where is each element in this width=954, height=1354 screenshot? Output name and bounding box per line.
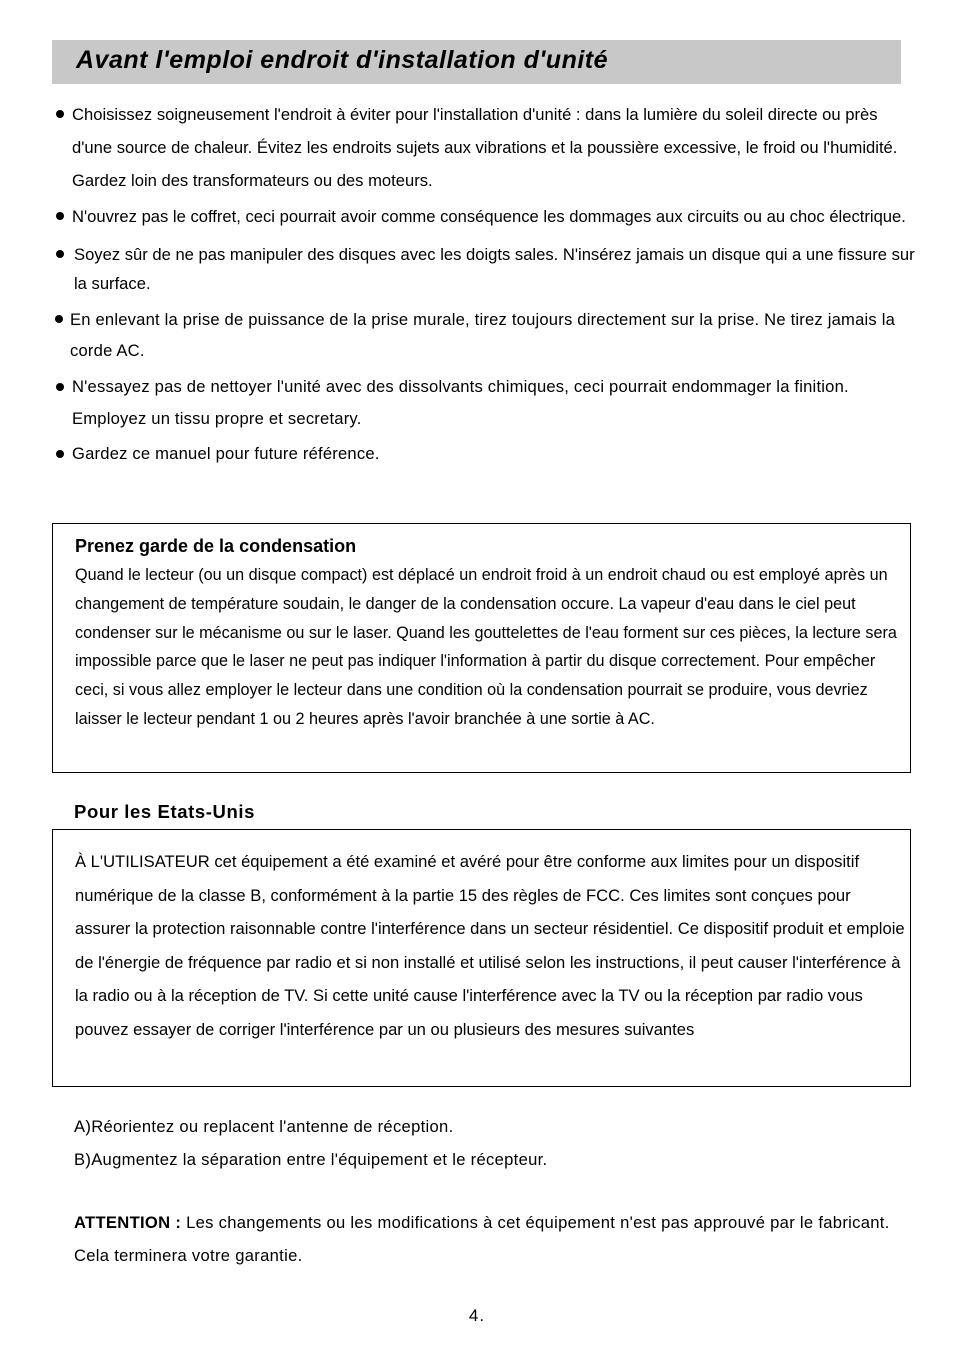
- bullet-icon: [56, 110, 64, 118]
- precaution-text: Gardez ce manuel pour future référence.: [72, 444, 380, 463]
- fcc-box: [52, 829, 911, 1087]
- precaution-text: Soyez sûr de ne pas manipuler des disques avec les doigts sales. N'insérez jamais un disque qui a une fissure sur la surface.: [74, 245, 915, 293]
- bullet-icon: [56, 250, 64, 258]
- condensation-box: [52, 523, 911, 773]
- condensation-heading: Prenez garde de la condensation: [75, 536, 357, 556]
- list-item: [52, 240, 917, 298]
- attention-note: [74, 1206, 924, 1272]
- list-item: [52, 98, 917, 197]
- list-item: A)Réorientez ou replacent l'antenne de réception.: [74, 1117, 454, 1136]
- precaution-text: Choisissez soigneusement l'endroit à éviter pour l'installation d'unité : dans la lumière du soleil directe ou près d'une source de chaleur. Évitez les endroits sujets aux vibrations et la poussière excessive, le froid ou l'humidité. Gardez loin des transformateurs ou des moteurs.: [72, 105, 898, 190]
- page-title: Avant l'emploi endroit d'installation d'unité: [76, 46, 609, 74]
- bullet-icon: [56, 450, 64, 458]
- bullet-icon: [56, 383, 64, 391]
- measures-list: [74, 1110, 547, 1176]
- condensation-body: Quand le lecteur (ou un disque compact) est déplacé un endroit froid à un endroit chaud ou est employé après un changement de température soudain, le danger de la condensation occure. La vapeur d'eau dans le ciel peut condenser sur le mécanisme ou sur le laser. Quand les gouttelettes de l'eau forment sur ces pièces, la lecture sera impossible parce que le laser ne peut pas indiquer l'information à partir du disque correctement. Pour empêcher ceci, si vous allez employer le lecteur dans une condition où la condensation pourrait se produire, vous devriez laisser le lecteur pendant 1 ou 2 heures après l'avoir branchée à une sortie à AC.: [75, 566, 897, 728]
- precaution-text: En enlevant la prise de puissance de la prise murale, tirez toujours directement sur la prise. Ne tirez jamais la corde AC.: [70, 310, 896, 360]
- list-item: [52, 202, 917, 231]
- list-item: [52, 371, 917, 435]
- precaution-text: N'essayez pas de nettoyer l'unité avec des dissolvants chimiques, ceci pourrait endommager la finition. Employez un tissu propre et secretary.: [72, 377, 849, 428]
- list-item: [52, 438, 917, 470]
- list-item: [52, 304, 917, 366]
- title-bar: [52, 40, 901, 84]
- attention-label: ATTENTION :: [74, 1213, 182, 1232]
- usa-heading: Pour les Etats-Unis: [74, 801, 256, 822]
- fcc-body: À L'UTILISATEUR cet équipement a été examiné et avéré pour être conforme aux limites pour un dispositif numérique de la classe B, conformément à la partie 15 des règles de FCC. Ces limites sont conçues pour assurer la protection raisonnable contre l'interférence dans un secteur résidentiel. Ce dispositif produit et emploie de l'énergie de fréquence par radio et si non installé et utilisé selon les instructions, il peut causer l'interférence à la radio ou à la réception de TV. Si cette unité cause l'interférence avec la TV ou la réception par radio vous pouvez essayer de corriger l'interférence par un ou plusieurs des mesures suivantes: [75, 852, 905, 1039]
- page-number: 4.: [468, 1306, 486, 1325]
- precaution-text: N'ouvrez pas le coffret, ceci pourrait avoir comme conséquence les dommages aux circuits ou au choc électrique.: [72, 207, 906, 226]
- attention-text: Les changements ou les modifications à cet équipement n'est pas approuvé par le fabricant. Cela terminera votre garantie.: [74, 1213, 890, 1265]
- bullet-icon: [56, 212, 64, 220]
- list-item: B)Augmentez la séparation entre l'équipement et le récepteur.: [74, 1150, 548, 1169]
- precautions-list: [52, 98, 917, 470]
- bullet-icon: [55, 315, 63, 323]
